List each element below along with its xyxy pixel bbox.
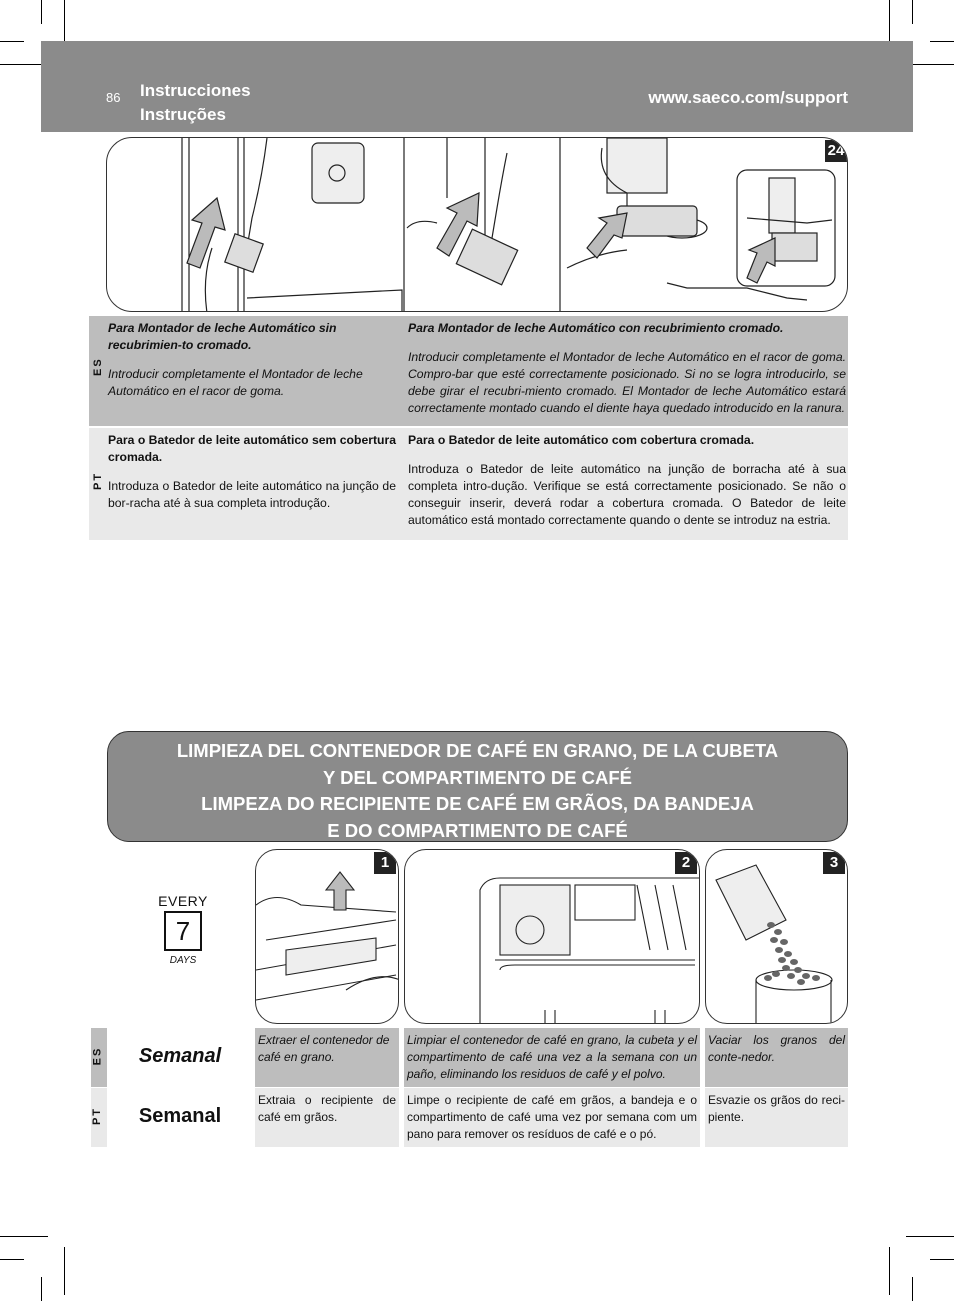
crop-mark <box>912 0 913 24</box>
row-label-es-text: ES <box>91 1046 104 1066</box>
pt-left-heading: Para o Batedor de leite automático sem cobertura cromada. <box>108 433 396 464</box>
section-title <box>107 731 848 842</box>
es-right-column <box>408 320 846 417</box>
step-2-figure <box>404 849 700 1024</box>
header-bar <box>41 41 913 132</box>
step-number: 3 <box>823 852 845 874</box>
step-3-text-es: Vaciar los granos del conte-nedor. <box>705 1028 848 1087</box>
section-title-line: Y DEL COMPARTIMENTO DE CAFÉ <box>322 766 633 788</box>
step-2-text-pt: Limpe o recipiente de café em grãos, a bandeja e o compartimento de café uma vez por semana com um pano para remover os resíduos de café e o pó. <box>404 1088 700 1147</box>
es-right-body: Introducir completamente el Montador de leche Automático en el racor de goma. Compro-bar que esté correctamente posicionado. Si no se logra introducirlo, se debe girar el recubri-miento cromado. El Montador de leche Automático estará correctamente montado cuando el diente haya quedado introducido en la ranura. <box>408 350 846 415</box>
crop-mark <box>930 41 954 42</box>
section-title-line: E DO COMPARTIMENTO DE CAFÉ <box>327 819 628 841</box>
remove-bean-container-illustration <box>256 850 399 1024</box>
es-left-body: Introducir completamente el Montador de leche Automático en el racor de goma. <box>108 367 363 398</box>
row-label-pt <box>91 1088 107 1147</box>
calendar-every: EVERY <box>158 893 208 909</box>
pt-right-body: Introduza o Batedor de leite automático na junção de borracha até à sua completa intro-dução. Verifique se está correctamente posicionado. Se não o conseguir inserir, deverá rodar a cobertura cromada. O Batedor de leite automático está montado correctamente quando o dente se introduz na estria. <box>408 462 846 527</box>
row-label-es <box>91 1028 107 1087</box>
step-1-text-es: Extraer el contenedor de café en grano. <box>255 1028 399 1087</box>
row-label-pt-text: PT <box>91 1106 104 1126</box>
weekly-label-es: Semanal <box>138 1045 222 1067</box>
step-3-figure <box>705 849 848 1024</box>
milk-frother-illustration <box>107 138 848 312</box>
es-instructions <box>89 316 848 426</box>
crop-mark <box>41 1277 42 1301</box>
calendar-number: 7 <box>175 916 191 946</box>
pt-instructions <box>89 428 848 540</box>
crop-mark <box>0 1259 24 1260</box>
support-url[interactable]: www.saeco.com/support <box>648 88 848 107</box>
calendar-box <box>164 911 202 951</box>
calendar-days: DAYS <box>169 955 197 966</box>
empty-beans-illustration <box>706 850 848 1024</box>
step-1-figure <box>255 849 399 1024</box>
header-titles <box>140 79 251 127</box>
title-es: Instrucciones <box>140 81 251 100</box>
title-pt: Instruções <box>140 105 226 124</box>
es-right-heading: Para Montador de leche Automático con recubrimiento cromado. <box>408 321 784 335</box>
section-title-line: LIMPEZA DO RECIPIENTE DE CAFÉ EM GRÃOS, DA BANDEJA <box>201 793 754 814</box>
crop-mark <box>0 1236 48 1237</box>
crop-mark <box>889 1247 890 1295</box>
lang-label-es: ES <box>92 357 104 376</box>
step-number: 2 <box>675 852 697 874</box>
crop-mark <box>0 41 24 42</box>
section-title-line: LIMPIEZA DEL CONTENEDOR DE CAFÉ EN GRANO, DE LA CUBETA <box>176 740 779 761</box>
weekly-label-pt: Semanal <box>138 1105 222 1127</box>
crop-mark <box>912 1277 913 1301</box>
es-left-heading: Para Montador de leche Automático sin recubrimien-to cromado. <box>108 321 337 352</box>
page-number: 86 <box>106 90 121 105</box>
step-number: 1 <box>374 852 396 874</box>
pt-right-column <box>408 432 846 529</box>
crop-mark <box>906 1236 954 1237</box>
crop-mark <box>906 64 954 65</box>
figure-number: 24 <box>825 140 847 162</box>
step-1-text-pt: Extraia o recipiente de café em grãos. <box>255 1088 399 1147</box>
crop-mark <box>41 0 42 24</box>
pt-left-body: Introduza o Batedor de leite automático na junção de bor-racha até à sua completa introdução. <box>108 479 396 510</box>
step-2-text-es: Limpiar el contenedor de café en grano, la cubeta y el compartimento de café una vez a la semana con un paño, eliminando los residuos de café y el polvo. <box>404 1028 700 1087</box>
pt-left-column <box>108 432 396 512</box>
clean-compartment-illustration <box>405 850 700 1024</box>
lang-label-pt: PT <box>92 471 104 490</box>
crop-mark <box>930 1259 954 1260</box>
figure-milk-frother-install <box>106 137 848 312</box>
es-left-column <box>108 320 396 400</box>
calendar-icon <box>155 893 211 966</box>
step-3-text-pt: Esvazie os grãos do reci-piente. <box>705 1088 848 1147</box>
crop-mark <box>64 1247 65 1295</box>
pt-right-heading: Para o Batedor de leite automático com cobertura cromada. <box>408 433 755 447</box>
